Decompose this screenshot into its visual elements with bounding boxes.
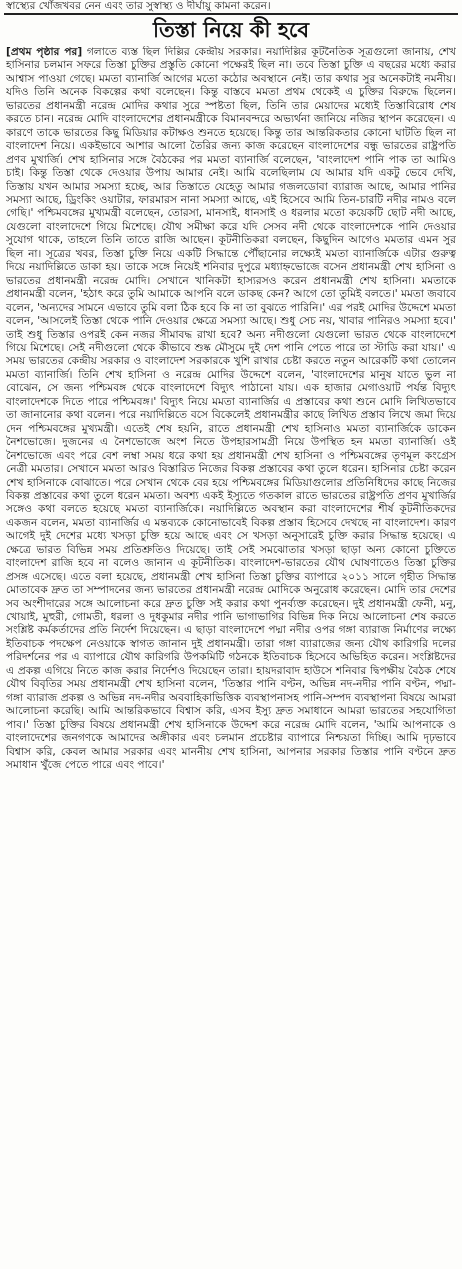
article-body [6,46,456,1264]
article-paragraph [6,46,456,772]
continuation-label: [প্রথম পৃষ্ঠার পর] [6,46,83,58]
separator-rule [4,13,458,15]
article-headline: তিস্তা নিয়ে কী হবে [152,18,310,42]
previous-article-fragment: স্বাস্থ্যের খোঁজখবর নেন এবং তার সুস্বাস্থ্য ও দীর্ঘায়ু কামনা করেন। [6,0,271,12]
article-text: গলাতে ব্যস্ত ছিল দিল্লির কেন্দ্রীয় সরকার। নয়াদিল্লির কূটনৈতিক সূত্রগুলো জানায়, শেখ হাসিনার চলমান সফরে তিস্তা চুক্তির প্রস্তুতি কোনো পক্ষেরই ছিল না। তবে তিস্তা চুক্তি এ বছরের মধ্যে করার আশ্বাস পাওয়া গেছে। মমতা ব্যানার্জি আগের মতো কঠোর অবস্থানে নেই। তার কথার সুর অনেকটাই নমনীয়। যদিও তিনি অনেক বিকল্পের কথা বলেছেন। কিন্তু বাস্তবে মমতা প্রথম থেকেই এ চুক্তির বিরুদ্ধে ছিলেন। ভারতের প্রধানমন্ত্রী নরেন্দ্র মোদির কথার সুরে স্পষ্টতা ছিল, তিনি তার মেয়াদের মধ্যেই তিস্তাবিরোধ শেষ করতে চান। নরেন্দ্র মোদি বাংলাদেশের প্রধানমন্ত্রীকে বিমানবন্দরে অভ্যর্থনা জানিয়ে নজির স্থাপন করেছেন। এ কারণে তাকে ভারতের কিছু মিডিয়ার কটাক্ষও শুনতে হয়েছে। কিন্তু তার আন্তরিকতার কোনো ঘাটতি ছিল না বাংলাদেশ নিয়ে। একইভাবে আশার আলো তৈরির জন্য কাজ করেছেন বাংলাদেশের বন্ধু ভারতের রাষ্ট্রপতি প্রণব মুখার্জি। শেখ হাসিনার সঙ্গে বৈঠকের পর মমতা ব্যানার্জি বলেছেন, 'বাংলাদেশ পানি পাক তা আমিও চাই। কিন্তু তিস্তা থেকে দেওয়ার উপায় আমার নেই। আমি বলেছিলাম যে আমার যদি একটু ভেবে দেখি, তিস্তায় যখন আমার সমস্যা হচ্ছে, আর তিস্তাতে যেহেতু আমার গজলডোবা ব্যারাজ আছে, আমার পানির সমস্যা আছে, ড্রিংকিং ওয়াটার, ফারমারস নানা সমস্যা আছে, এই হিসেবে আমি তিন-চারটি নদীর নামও বলে গেছি।' পশ্চিমবঙ্গের মুখ্যমন্ত্রী বলেছেন, তোরসা, মানসাই, ধানসাই ও ধরলার মতো কয়েকটি ছোট নদী আছে, যেগুলো বাংলাদেশে গিয়ে মিশেছে। যৌথ সমীক্ষা করে যদি সেসব নদী থেকে বাংলাদেশকে পানি দেওয়ার সুযোগ থাকে, তাহলে তিনি তাতে রাজি আছেন। কূটনীতিকরা বলছেন, কিছুদিন আগেও মমতার এমন সুর ছিল না। সূত্রের খবর, তিস্তা চুক্তি নিয়ে একটি সিদ্ধান্তে পৌঁছানোর লক্ষ্যেই মমতা ব্যানার্জিকে এটার গুরুত্ব দিয়ে নয়াদিল্লিতে ডাকা হয়। তাকে সঙ্গে নিয়েই শনিবার দুপুরে মধ্যাহ্নভোজে বসেন প্রধানমন্ত্রী শেখ হাসিনা ও ভারতের প্রধানমন্ত্রী নরেন্দ্র মোদি। সেখানে খানিকটা হাস্যরসও করেন প্রধানমন্ত্রী শেখ হাসিনা। মমতাকে প্রধানমন্ত্রী বলেন, 'হঠাৎ করে তুমি আমাকে আপনি বলে ডাকছ কেন? আগে তো তুমিই বলতে।' মমতা জবাবে বলেন, 'অন্যদের সামনে এভাবে তুমি বলা ঠিক হবে কি না তা বুঝতে পারিনি।' এর পরই মোদির উদ্দেশে মমতা বলেন, 'আসলেই তিস্তা থেকে পানি দেওয়ার ক্ষেত্রে সমস্যা আছে। শুধু সেচ নয়, খাবার পানিরও সমস্যা হবে।' তাই শুধু তিস্তার ওপরই কেন নজর সীমাবদ্ধ রাখা হবে? অন্য নদীগুলো যেগুলো ভারত থেকে বাংলাদেশে গিয়ে মিশেছে। সেই নদীগুলো থেকে কীভাবে শুষ্ক মৌসুমে দুই দেশ পানি পেতে পারে তা স্টাডি করা যায়।' এ সময় ভারতের কেন্দ্রীয় সরকার ও বাংলাদেশ সরকারকে খুশি রাখার চেষ্টা করতে নতুন আরেকটি কথা তোলেন মমতা ব্যানার্জি। তিনি শেখ হাসিনা ও নরেন্দ্র মোদির উদ্দেশে বলেন, 'বাংলাদেশের মানুষ যাতে ভুল না বোঝেন, সে জন্য পশ্চিমবঙ্গ থেকে বাংলাদেশে বিদ্যুৎ পাঠানো যায়। এক হাজার মেগাওয়াট পর্যন্ত বিদ্যুৎ বাংলাদেশকে দিতে পারে পশ্চিমবঙ্গ।' বিদ্যুৎ নিয়ে মমতা ব্যানার্জির এ প্রস্তাবের কথা শুনে মোদি লিখিতভাবে তা জানানোর কথা বলেন। পরে নয়াদিল্লিতে বসে বিকেলেই প্রধানমন্ত্রীর কাছে লিখিত প্রস্তাব লিখে জমা দিয়ে দেন পশ্চিমবঙ্গের মুখ্যমন্ত্রী। এতেই শেষ হয়নি, রাতে প্রধানমন্ত্রী শেখ হাসিনাও মমতা ব্যানার্জিকে ডাকেন নৈশভোজে। দুজনের এ নৈশভোজে অংশ নিতে উপহারসামগ্রী নিয়ে উপস্থিত হন মমতা ব্যানার্জি। ওই নৈশভোজে এবং পরে বেশ লম্বা সময় ধরে কথা হয় প্রধানমন্ত্রী শেখ হাসিনা ও পশ্চিমবঙ্গের তৃণমূল কংগ্রেস নেত্রী মমতার। সেখানে মমতা আরও বিস্তারিত নিজের বিকল্প প্রস্তাবের কথা তুলে ধরেন। হাসিনার চেষ্টা করেন শেখ হাসিনাকে বোঝাতে। পরে সেখান থেকে বের হয়ে পশ্চিমবঙ্গের মিডিয়াগুলোর প্রতিনিধিদের কাছে নিজের বিকল্প প্রস্তাবের কথা তুলে ধরেন মমতা। অবশ্য একই ইস্যুতে গতকাল রাতে ভারতের রাষ্ট্রপতি প্রণব মুখার্জির সঙ্গেও কথা বলতে হয়েছে মমতা ব্যানার্জিকে। নয়াদিল্লিতে অবস্থান করা বাংলাদেশের শীর্ষ কূটনীতিকদের একজন বলেন, মমতা ব্যানার্জির এ মন্তব্যকে কোনোভাবেই বিকল্প প্রস্তাব হিসেবে দেখছে না বাংলাদেশ। কারণ আগেই দুই দেশের মধ্যে খসড়া চুক্তি হয়ে আছে এবং সে খসড়া অনুসারেই চুক্তি করার সিদ্ধান্ত হয়েছে। এ ক্ষেত্রে ভারত বিভিন্ন সময় প্রতিশ্রুতিও দিয়েছে। তাই সেই সমঝোতার খসড়া ছাড়া অন্য কোনো চুক্তিতে বাংলাদেশ রাজি হবে না বলেও জানান এ কূটনীতিক। বাংলাদেশ-ভারতের যৌথ ঘোষণাতেও তিস্তা চুক্তির প্রসঙ্গ এসেছে। এতে বলা হয়েছে, প্রধানমন্ত্রী শেখ হাসিনা তিস্তা চুক্তির ব্যাপারে ২০১১ সালে গৃহীত সিদ্ধান্ত মোতাবেক দ্রুত তা সম্পাদনের জন্য ভারতের প্রধানমন্ত্রী নরেন্দ্র মোদিকে অনুরোধ করেছেন। মোদি তার দেশের সব অংশীদারের সঙ্গে আলোচনা করে দ্রুত চুক্তি সই করার কথা পুনর্ব্যক্ত করেছেন। দুই প্রধানমন্ত্রী ফেনী, মনু, খোয়াই, মুহুরী, গোমতী, ধরলা ও দুধকুমার নদীর পানি ভাগাভাগির বিভিন্ন দিক নিয়ে আলোচনা শেষ করতে সংশ্লিষ্ট কর্মকর্তাদের প্রতি নির্দেশ দিয়েছেন। এ ছাড়া বাংলাদেশে পদ্মা নদীর ওপর গঙ্গা ব্যারাজ নির্মাণের লক্ষ্যে ইতিবাচক পদক্ষেপ নেওয়াকে স্বাগত জানান দুই প্রধানমন্ত্রী। তারা গঙ্গা ব্যারাজের জন্য যৌথ কারিগরি দলের পরিদর্শনের পর এ ব্যাপারে যৌথ কারিগরি উপকমিটি গঠনকে ইতিবাচক হিসেবে অভিহিত করেন। সংশ্লিষ্টদের এ প্রকল্প এগিয়ে নিতে কাজ করার নির্দেশও দিয়েছেন তারা। হায়দরাবাদ হাউসে শনিবার দ্বিপক্ষীয় বৈঠক শেষে যৌথ বিবৃতির সময় প্রধানমন্ত্রী শেখ হাসিনা বলেন, 'তিস্তার পানি বণ্টন, অভিন্ন নদ-নদীর পানি বণ্টন, পদ্মা-গঙ্গা ব্যারাজ প্রকল্প ও অভিন্ন নদ-নদীর অববাহিকাভিত্তিক ব্যবস্থাপনাসহ পানি-সম্পদ ব্যবস্থাপনা বিষয়ে আমরা আলোচনা করেছি। আমি আন্তরিকভাবে বিশ্বাস করি, এসব ইস্যু দ্রুত সমাধানে আমরা ভারতের সহযোগিতা পাব।' তিস্তা চুক্তির বিষয়ে প্রধানমন্ত্রী শেখ হাসিনাকে উদ্দেশ করে নরেন্দ্র মোদি বলেন, 'আমি আপনাকে ও বাংলাদেশের জনগণকে আমাদের অঙ্গীকার এবং চলমান প্রচেষ্টার ব্যাপারে নিশ্চয়তা দিচ্ছি। আমি দৃঢ়ভাবে বিশ্বাস করি, কেবল আমার সরকার এবং মাননীয় শেখ হাসিনা, আপনার সরকার তিস্তার পানি বণ্টনে দ্রুত সমাধান খুঁজে পেতে পারে এবং পাবে।' [6,46,456,772]
